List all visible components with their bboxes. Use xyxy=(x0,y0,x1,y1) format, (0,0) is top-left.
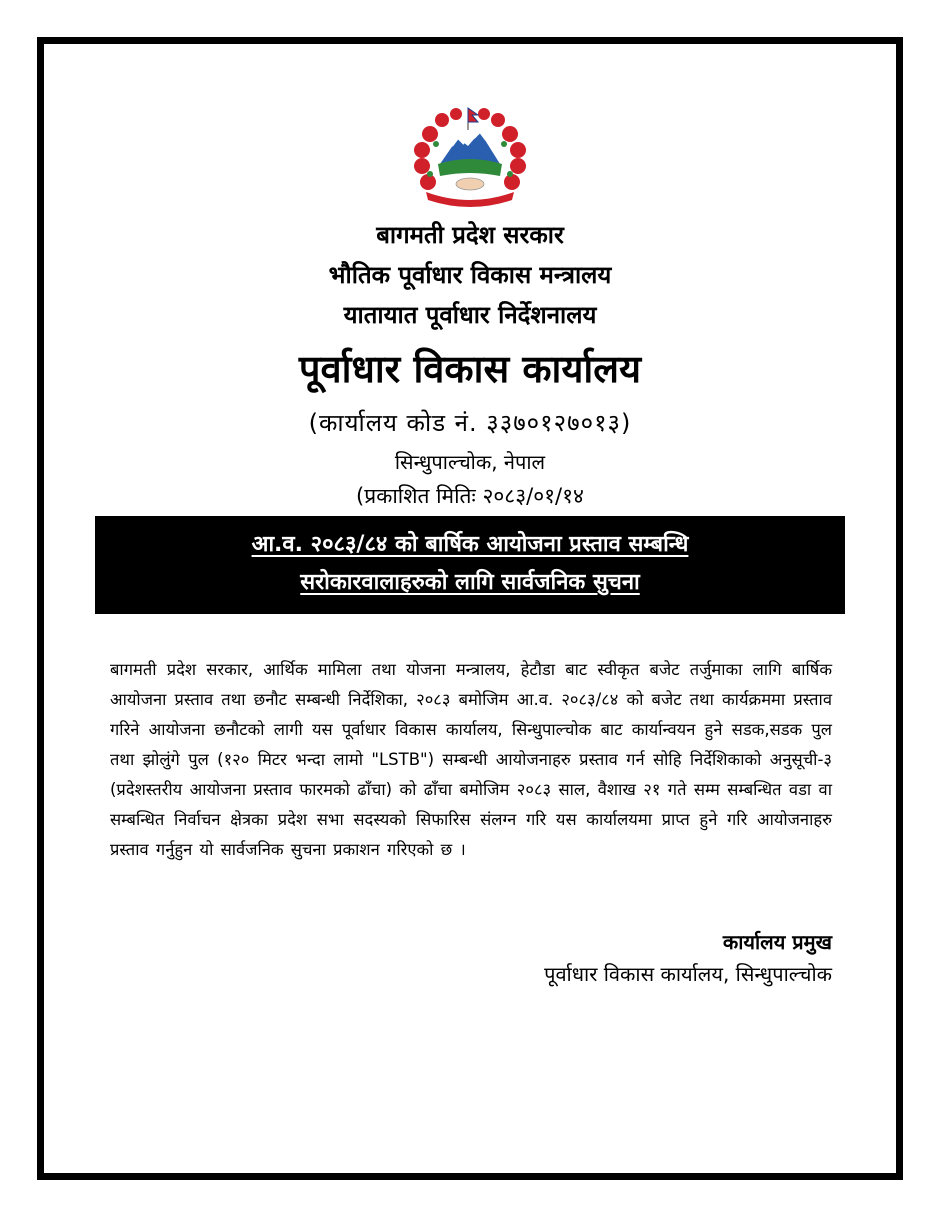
published-date: (प्रकाशित मितिः २०८३/०१/१४ xyxy=(356,484,584,508)
ministry-name: भौतिक पूर्वाधार विकास मन्त्रालय xyxy=(328,261,612,289)
notice-body: बागमती प्रदेश सरकार, आर्थिक मामिला तथा योजना मन्त्रालय, हेटौडा बाट स्वीकृत बजेट तर्जुमाका लागि बार्षिक आयोजना प्रस्ताव तथा छनौट सम्बन्धी निर्देशिका, २०८३ बमोजिम आ.व. २०८३/८४ को बजेट तथा कार्यक्रममा प्रस्ताव गरिने आयोजना छनौटको लागी यस पूर्वाधार विकास कार्यालय, सिन्धुपाल्चोक बाट कार्यान्वयन हुने सडक,सडक पुल तथा झोलुंगे पुल (१२० मिटर भन्दा लामो "LSTB") सम्बन्धी आयोजनाहरु प्रस्ताव गर्न सोहि निर्देशिकाको अनुसूची-३ (प्रदेशस्तरीय आयोजना प्रस्ताव फारमको ढाँचा) को ढाँचा बमोजिम २०८३ साल, वैशाख २१ गते सम्म सम्बन्धित वडा वा सम्बन्धित निर्वाचन क्षेत्रका प्रदेश सभा सदस्यको सिफारिस संलग्न गरि यस कार्यालयमा प्राप्त हुने गरि आयोजनाहरु प्रस्ताव गर्नुहुन यो सार्वजनिक सुचना प्रकाशन गरिएको छ । xyxy=(110,660,832,859)
signatory-office: पूर्वाधार विकास कार्यालय, सिन्धुपाल्चोक xyxy=(544,962,832,986)
office-name: पूर्वाधार विकास कार्यालय xyxy=(298,347,642,391)
notice-title-line-1: आ.व. २०८३/८४ को बार्षिक आयोजना प्रस्ताव सम्बन्धि xyxy=(251,532,689,557)
notice-title-banner xyxy=(95,516,845,614)
government-name: बागमती प्रदेश सरकार xyxy=(376,221,564,249)
notice-title-line-2: सरोकारवालाहरुको लागि सार्वजनिक सुचना xyxy=(300,570,640,595)
nepal-emblem-icon xyxy=(408,104,532,208)
directorate-name: यातायात पूर्वाधार निर्देशनालय xyxy=(343,301,597,329)
signatory-title: कार्यालय प्रमुख xyxy=(722,930,832,954)
office-location: सिन्धुपाल्चोक, नेपाल xyxy=(394,450,546,474)
office-code: (कार्यालय कोड नं. ३३७०१२७०१३) xyxy=(308,409,632,437)
